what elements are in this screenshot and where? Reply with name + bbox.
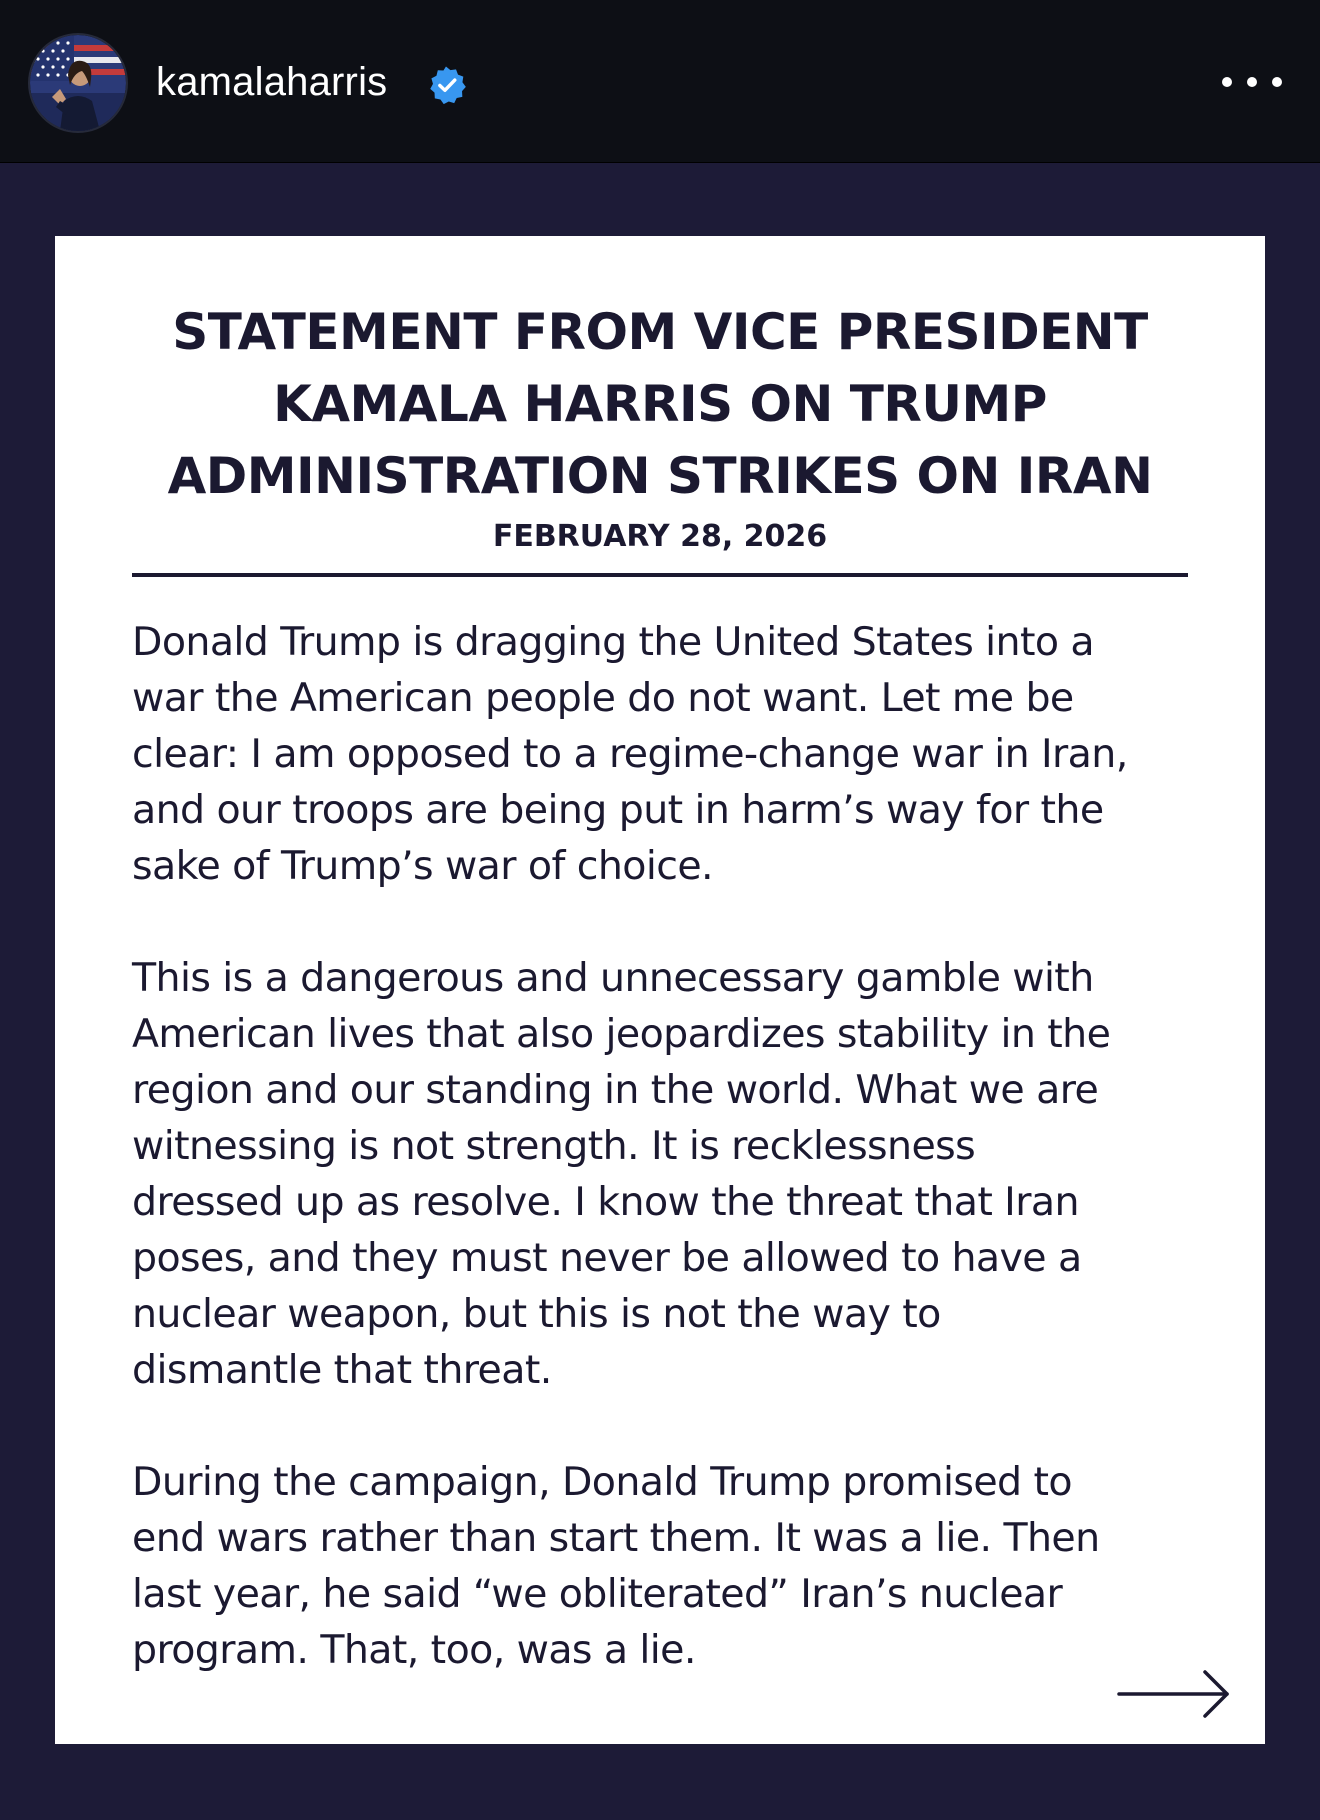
username[interactable]: kamalaharris: [156, 60, 388, 104]
verified-badge-icon: [428, 66, 466, 104]
statement-body: [132, 614, 1212, 1734]
paragraph-3: During the campaign, Donald Trump promised to end wars rather than start them. It was a lie. Then last year, he said “we obliterated” Iran’s nuclear program. That, too, was a lie.: [132, 1459, 1100, 1673]
paragraph-1: Donald Trump is dragging the United States into a war the American people do not want. Let me be clear: I am opposed to a regime-change war in Iran, and our troops are being put in harm’s way for the sake of Trump’s war of choice.: [132, 619, 1128, 889]
arrow-right-icon[interactable]: [1115, 1666, 1233, 1722]
divider: [132, 573, 1188, 577]
dot: [1272, 77, 1282, 87]
profile-avatar[interactable]: [30, 35, 126, 131]
statement-date: FEBRUARY 28, 2026: [492, 519, 828, 554]
paragraph-2: This is a dangerous and unnecessary gamble with American lives that also jeopardizes stability in the region and our standing in the world. What we are witnessing is not strength. It is recklessness dressed up as resolve. I know the threat that Iran poses, and they must never be allowed to have a nuclear weapon, but this is not the way to dismantle that threat.: [132, 955, 1111, 1393]
post-header: [0, 0, 1320, 163]
post-image-card: [55, 236, 1265, 1744]
statement-title: [95, 296, 1225, 512]
dot: [1247, 77, 1257, 87]
statement-title-text: STATEMENT FROM VICE PRESIDENT KAMALA HARRIS ON TRUMP ADMINISTRATION STRIKES ON IRAN: [167, 303, 1153, 505]
avatar-image: [30, 35, 126, 131]
more-options-icon[interactable]: [1222, 62, 1282, 102]
dot: [1222, 77, 1232, 87]
